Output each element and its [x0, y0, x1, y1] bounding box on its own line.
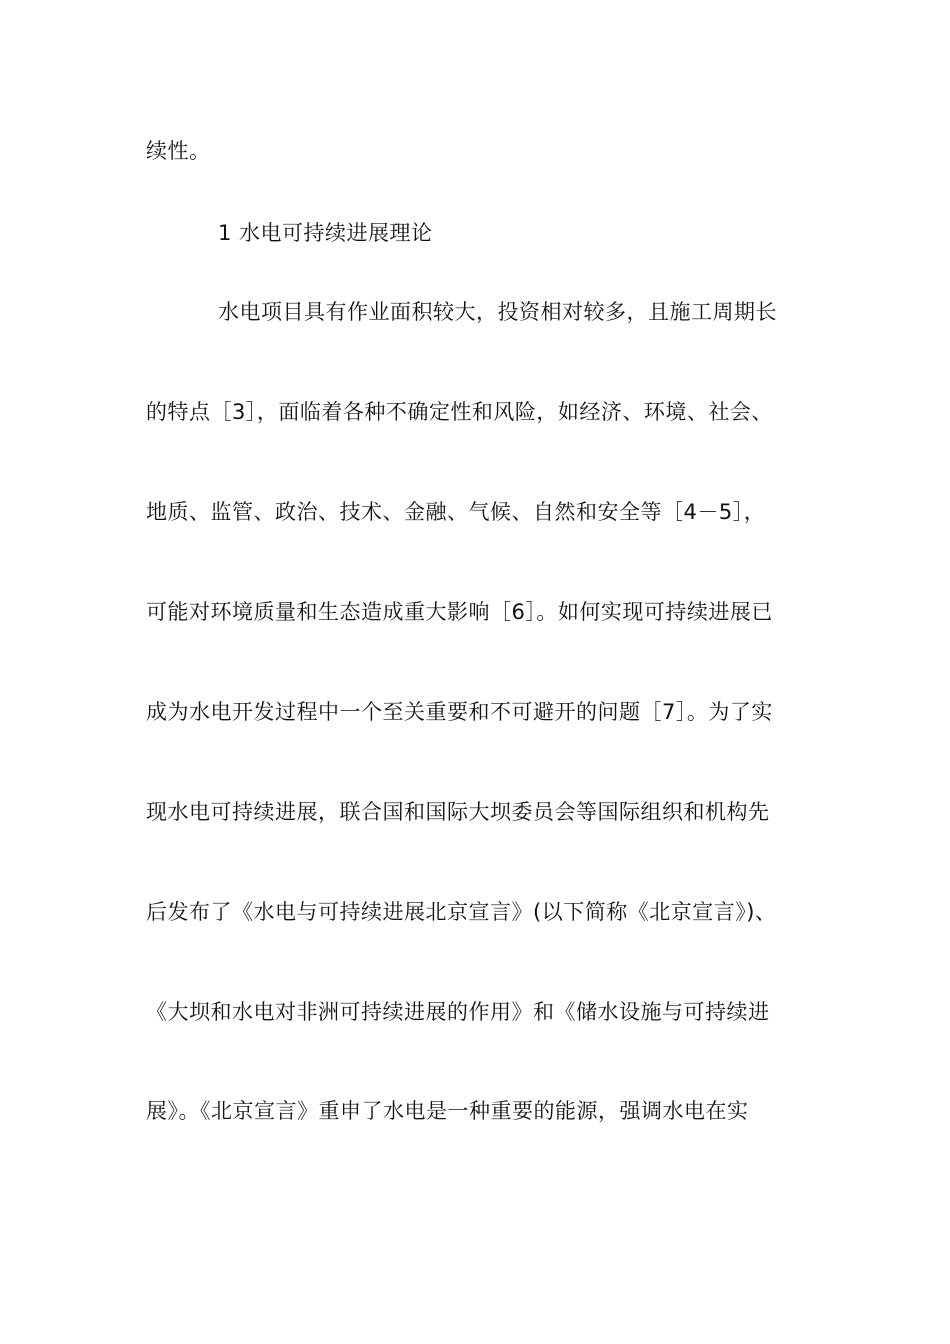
- paragraph-line-continuation: 续性。: [146, 139, 211, 163]
- paragraph-line: 地质、监管、政治、技术、金融、气候、自然和安全等［4－5］，: [146, 500, 766, 524]
- paragraph-line: 现水电可持续进展，联合国和国际大坝委员会等国际组织和机构先: [146, 800, 770, 824]
- paragraph-line: 展》。《北京宣言》重申了水电是一种重要的能源，强调水电在实: [146, 1099, 749, 1123]
- section-heading: 1 水电可持续进展理论: [218, 221, 433, 245]
- paragraph-line: 成为水电开发过程中一个至关重要和不可避开的问题［7］。为了实: [146, 700, 773, 724]
- paragraph-line: 水电项目具有作业面积较大，投资相对较多，且施工周期长: [218, 300, 777, 324]
- paragraph-line: 后发布了《水电与可持续进展北京宣言》(以下简称《北京宣言》)、: [146, 900, 777, 924]
- paragraph-line: 《大坝和水电对非洲可持续进展的作用》和《储水设施与可持续进: [146, 1000, 770, 1024]
- paragraph-line: 可能对环境质量和生态造成重大影响［6］。如何实现可持续进展已: [146, 600, 773, 624]
- paragraph-line: 的特点［3］，面临着各种不确定性和风险，如经济、环境、社会、: [146, 400, 773, 424]
